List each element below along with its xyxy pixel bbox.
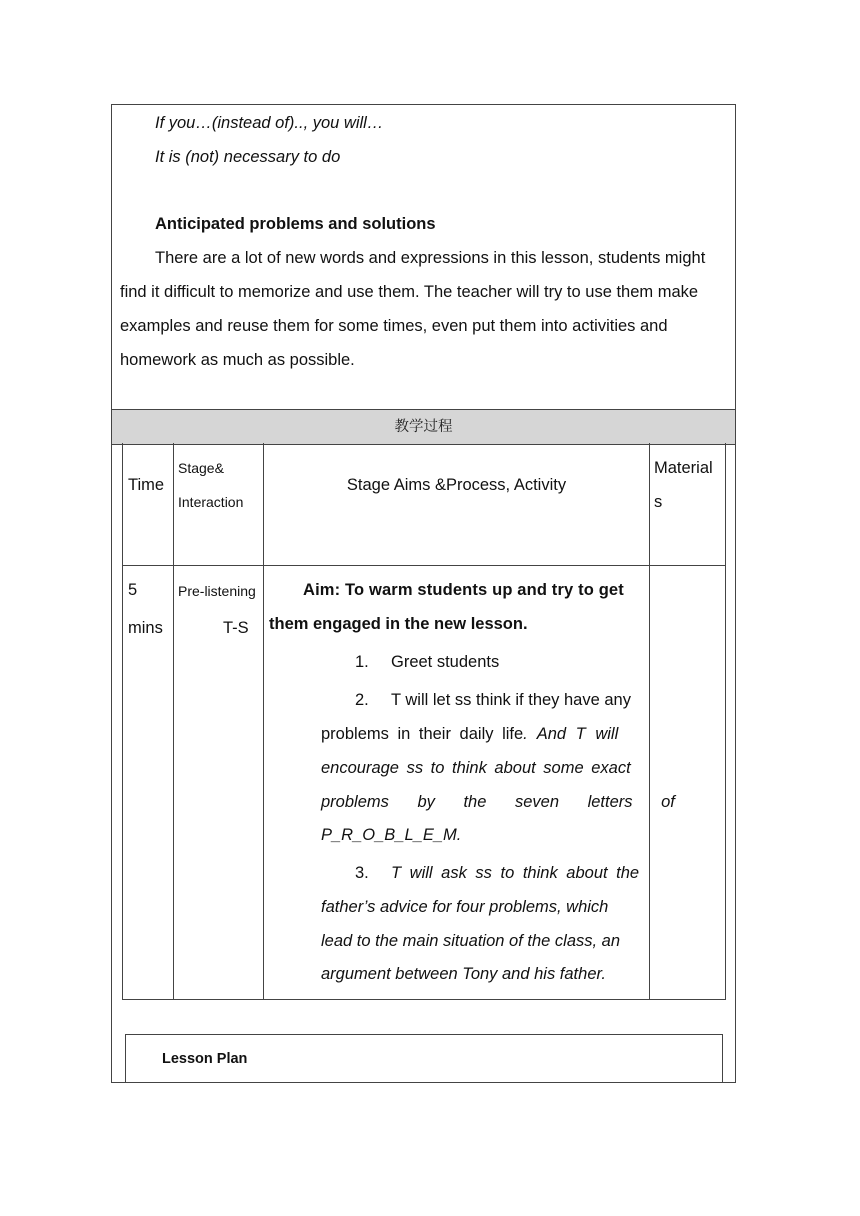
column-divider (263, 443, 264, 999)
header-aims: Stage Aims &Process, Activity (346, 476, 567, 494)
activity-table (122, 443, 726, 1000)
section-band-teaching-process: 教学过程 (112, 409, 735, 445)
step-2-line5: P_R_O_B_L_E_M. (321, 826, 462, 844)
step-2-number: 2. (355, 691, 369, 709)
step-2-line4: problems by the seven letters of (321, 793, 675, 811)
lesson-plan-label: Lesson Plan (162, 1051, 248, 1067)
step-1-number: 1. (355, 653, 369, 671)
intro-line-2: It is (not) necessary to do (155, 148, 341, 166)
column-divider (173, 443, 174, 999)
step-3-number: 3. (355, 864, 369, 882)
step-1-text: Greet students (391, 653, 500, 671)
step-2-text: T will let ss think if they have any (391, 691, 631, 709)
step-3-line3: lead to the main situation of the class, an (321, 932, 621, 950)
column-divider (649, 443, 650, 999)
problems-line-3: examples and reuse them for some times, even put them into activities and (120, 317, 668, 335)
step-2-line3: encourage ss to think about some exact (321, 759, 631, 777)
problems-line-4: homework as much as possible. (120, 351, 355, 369)
step-2-line2-italic: . And T will (523, 725, 619, 743)
row-time-line2: mins (128, 619, 163, 637)
lesson-document-frame (111, 104, 736, 1083)
header-stage-line1: Stage& (178, 460, 224, 476)
step-2-line2 (321, 725, 618, 744)
header-materials-line2: s (654, 493, 663, 511)
row-aim-line2: them engaged in the new lesson. (269, 615, 528, 633)
problems-heading: Anticipated problems and solutions (155, 215, 436, 233)
row-stage-line1: Pre-listening (178, 583, 256, 599)
row-divider (123, 565, 725, 566)
row-time-line1: 5 (128, 581, 138, 599)
row-aim-line1: Aim: To warm students up and try to get (303, 581, 624, 599)
header-time: Time (128, 476, 165, 494)
problems-line-2: find it difficult to memorize and use them. The teacher will try to use them make (120, 283, 699, 301)
header-materials-line1: Material (654, 459, 713, 477)
step-3-text: T will ask ss to think about the (391, 864, 640, 882)
row-stage-line2: T-S (223, 619, 249, 637)
intro-line-1: If you…(instead of).., you will… (155, 114, 384, 132)
lesson-plan-box (125, 1034, 723, 1083)
header-stage-line2: Interaction (178, 494, 244, 510)
step-3-line4: argument between Tony and his father. (321, 965, 606, 983)
problems-line-1: There are a lot of new words and expressions in this lesson, students might (155, 249, 706, 267)
step-3-line2: father’s advice for four problems, which (321, 898, 609, 916)
step-2-line2-normal: problems in their daily life (321, 725, 524, 743)
